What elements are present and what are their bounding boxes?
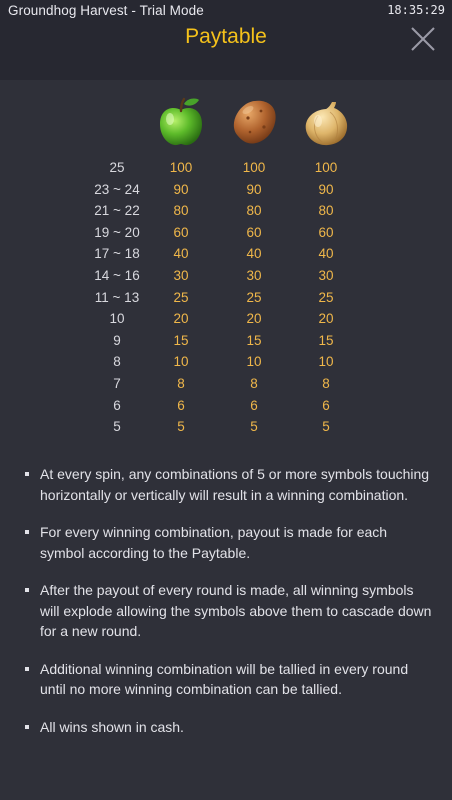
payout-value-apple: 100 [169,160,193,175]
payout-value-onion: 25 [318,289,334,305]
symbol-count: 21 ~ 22 [94,203,140,219]
symbol-count: 6 [113,397,121,413]
payout-value-potato: 90 [246,181,262,197]
payout-value-potato: 10 [246,354,262,370]
payout-value-apple: 40 [173,246,189,262]
symbol-count: 23 ~ 24 [94,181,140,197]
symbol-count: 10 [109,311,125,327]
rule-item [0,522,452,563]
payout-value-potato: 5 [250,419,258,435]
rule-text: All wins shown in cash. [40,718,184,735]
symbol-count: 19 ~ 20 [94,224,140,240]
bullet-icon [25,530,29,534]
symbol-count: 11 ~ 13 [94,289,140,305]
symbol-header [0,96,452,148]
payout-value-onion: 15 [318,332,334,348]
paytable-row [0,418,452,440]
paytable-row [0,397,452,419]
payout-value-onion: 40 [318,246,334,262]
symbol-count: 17 ~ 18 [94,246,140,262]
rule-item [0,659,452,700]
payout-value-potato: 60 [246,224,262,240]
payout-value-potato: 8 [250,375,258,391]
paytable-row [0,310,452,332]
close-icon [409,25,437,53]
symbol-count: 8 [113,354,121,370]
page-title: Paytable [185,25,267,48]
potato-icon [228,96,280,148]
payout-value-apple: 80 [173,203,189,219]
bullet-icon [25,472,29,476]
onion-icon [300,96,352,148]
payout-value-apple: 15 [173,332,189,348]
payout-value-potato: 30 [246,267,262,283]
rule-item [0,717,452,738]
bullet-icon [25,588,29,592]
rule-text: At every spin, any combinations of 5 or more symbols touching horizontally or vertically will result in a winning combination. [40,466,430,503]
payout-value-onion: 20 [318,311,334,327]
paytable-row [0,332,452,354]
rule-item [0,464,452,505]
paytable-row [0,159,452,181]
payout-value-apple: 6 [177,397,185,413]
rule-text: After the payout of every round is made, all winning symbols will explode allowing the symbols above them to cascade down for a new round. [40,582,432,639]
symbol-count: 25 [109,160,125,175]
payout-value-potato: 6 [250,397,258,413]
payout-value-apple: 8 [177,375,185,391]
rule-item [0,580,452,642]
payout-value-onion: 10 [318,354,334,370]
paytable-row [0,245,452,267]
rule-text: Additional winning combination will be tallied in every round until no more winning combination can be tallied. [40,660,409,697]
payout-value-onion: 100 [314,160,338,175]
payout-value-onion: 90 [318,181,334,197]
symbol-count: 14 ~ 16 [94,267,140,283]
bullet-icon [25,667,29,671]
payout-value-potato: 100 [242,160,266,175]
clock: 18:35:29 [387,3,445,17]
payout-value-potato: 80 [246,203,262,219]
rule-text: For every winning combination, payout is made for each symbol according to the Paytable. [40,524,388,561]
payout-value-potato: 25 [246,289,262,305]
symbol-count: 5 [113,419,121,435]
paytable-row [0,181,452,203]
payout-value-apple: 60 [173,224,189,240]
payout-value-apple: 10 [173,354,189,370]
paytable-row [0,267,452,289]
game-title: Groundhog Harvest - Trial Mode [8,3,204,18]
payout-value-onion: 30 [318,267,334,283]
payout-value-potato: 15 [246,332,262,348]
paytable-row [0,289,452,311]
payout-value-apple: 20 [173,311,189,327]
symbol-count: 7 [113,375,121,391]
paytable [0,159,452,440]
payout-value-onion: 60 [318,224,334,240]
payout-value-onion: 5 [322,419,330,435]
symbol-count: 9 [113,332,121,348]
payout-value-apple: 90 [173,181,189,197]
paytable-row [0,202,452,224]
payout-value-apple: 5 [177,419,185,435]
payout-value-apple: 30 [173,267,189,283]
payout-value-onion: 8 [322,375,330,391]
bullet-icon [25,725,29,729]
payout-value-onion: 80 [318,203,334,219]
rules-list [0,464,452,754]
payout-value-apple: 25 [173,289,189,305]
apple-icon [155,96,207,148]
payout-value-potato: 20 [246,311,262,327]
paytable-row [0,224,452,246]
paytable-row [0,353,452,375]
payout-value-potato: 40 [246,246,262,262]
paytable-row [0,375,452,397]
close-button[interactable] [409,25,437,53]
payout-value-onion: 6 [322,397,330,413]
